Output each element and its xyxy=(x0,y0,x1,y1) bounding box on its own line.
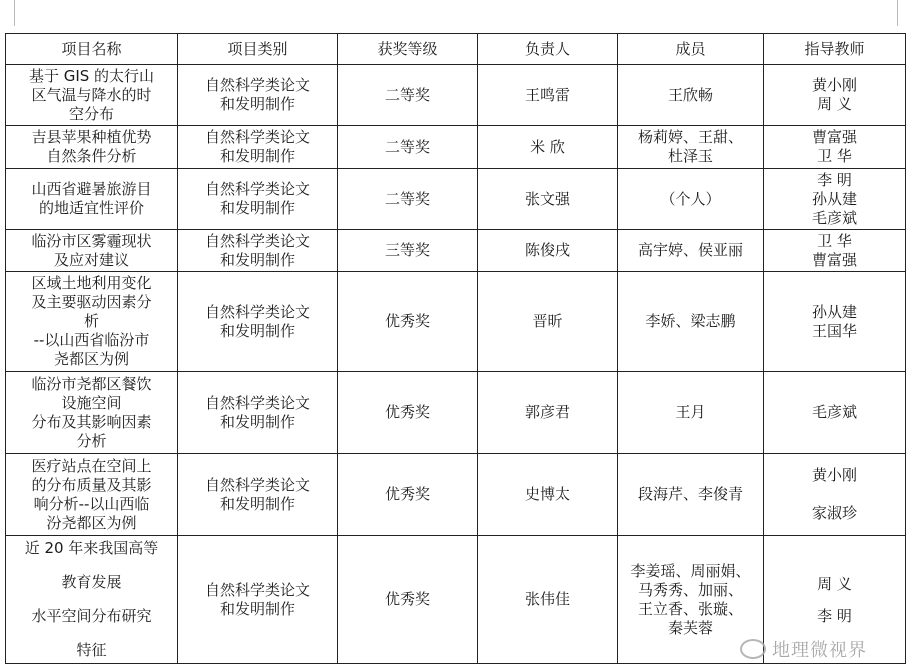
cell-category: 自然科学类论文 和发明制作 xyxy=(178,372,338,454)
table-header-row xyxy=(6,34,906,65)
cell-leader: 米 欣 xyxy=(478,126,618,169)
table-row xyxy=(6,454,906,536)
page-top-strip xyxy=(0,0,909,33)
cell-leader: 郭彦君 xyxy=(478,372,618,454)
cell-category: 自然科学类论文 和发明制作 xyxy=(178,126,338,169)
cell-project-name: 吉县苹果种植优势 自然条件分析 xyxy=(6,126,178,169)
header-project-category: 项目类别 xyxy=(178,34,338,65)
cell-members: 杨莉婷、王甜、 杜泽玉 xyxy=(618,126,764,169)
cell-advisor: 卫 华 曹富强 xyxy=(764,230,906,272)
margin-line-right xyxy=(897,0,898,26)
cell-leader: 晋昕 xyxy=(478,272,618,372)
cell-category: 自然科学类论文 和发明制作 xyxy=(178,230,338,272)
table-row xyxy=(6,372,906,454)
cell-project-name: 临汾市尧都区餐饮 设施空间 分布及其影响因素 分析 xyxy=(6,372,178,454)
cell-leader: 张文强 xyxy=(478,169,618,230)
cell-award-level: 二等奖 xyxy=(338,169,478,230)
cell-members: 段海芹、李俊青 xyxy=(618,454,764,536)
cell-project-name: 临汾市区雾霾现状 及应对建议 xyxy=(6,230,178,272)
cell-award-level: 优秀奖 xyxy=(338,372,478,454)
cell-project-name: 医疗站点在空间上 的分布质量及其影 响分析--以山西临 汾尧都区为例 xyxy=(6,454,178,536)
cell-award-level: 优秀奖 xyxy=(338,536,478,664)
table-row xyxy=(6,126,906,169)
cell-category: 自然科学类论文 和发明制作 xyxy=(178,454,338,536)
cell-members: 李娇、梁志鹏 xyxy=(618,272,764,372)
cell-award-level: 二等奖 xyxy=(338,126,478,169)
cell-project-name: 基于 GIS 的太行山 区气温与降水的时 空分布 xyxy=(6,65,178,126)
cell-advisor: 孙从建 王国华 xyxy=(764,272,906,372)
margin-line-left xyxy=(14,0,15,26)
table-row xyxy=(6,230,906,272)
cell-project-name: 区域土地利用变化 及主要驱动因素分 析 --以山西省临汾市 尧都区为例 xyxy=(6,272,178,372)
cell-award-level: 三等奖 xyxy=(338,230,478,272)
header-leader: 负责人 xyxy=(478,34,618,65)
cell-members: 李姜瑶、周丽娟、 马秀秀、加丽、 王立香、张璇、 秦芙蓉 xyxy=(618,536,764,664)
table-row xyxy=(6,65,906,126)
cell-advisor: 李 明 孙从建 毛彦斌 xyxy=(764,169,906,230)
cell-leader: 陈俊戌 xyxy=(478,230,618,272)
wechat-icon xyxy=(740,639,766,659)
cell-award-level: 优秀奖 xyxy=(338,454,478,536)
cell-advisor: 黄小刚 周 义 xyxy=(764,65,906,126)
watermark-text: 地理微视界 xyxy=(772,639,867,661)
header-award-level: 获奖等级 xyxy=(338,34,478,65)
cell-advisor: 周 义 李 明 xyxy=(764,536,906,664)
cell-leader: 王鸣雷 xyxy=(478,65,618,126)
cell-advisor: 曹富强 卫 华 xyxy=(764,126,906,169)
header-project-name: 项目名称 xyxy=(6,34,178,65)
table-row xyxy=(6,272,906,372)
cell-category: 自然科学类论文 和发明制作 xyxy=(178,536,338,664)
watermark xyxy=(740,636,909,661)
cell-members: 高宇婷、侯亚丽 xyxy=(618,230,764,272)
cell-category: 自然科学类论文 和发明制作 xyxy=(178,272,338,372)
cell-project-name: 近 20 年来我国高等 教育发展 水平空间分布研究 特征 xyxy=(6,536,178,664)
cell-category: 自然科学类论文 和发明制作 xyxy=(178,65,338,126)
cell-category: 自然科学类论文 和发明制作 xyxy=(178,169,338,230)
cell-members: 王月 xyxy=(618,372,764,454)
header-advisor: 指导教师 xyxy=(764,34,906,65)
cell-award-level: 二等奖 xyxy=(338,65,478,126)
cell-members: 王欣畅 xyxy=(618,65,764,126)
cell-award-level: 优秀奖 xyxy=(338,272,478,372)
header-members: 成员 xyxy=(618,34,764,65)
cell-advisor: 毛彦斌 xyxy=(764,372,906,454)
table-row xyxy=(6,169,906,230)
cell-project-name: 山西省避暑旅游目 的地适宜性评价 xyxy=(6,169,178,230)
awards-table xyxy=(5,33,906,664)
cell-advisor: 黄小刚 家淑珍 xyxy=(764,454,906,536)
cell-leader: 张伟佳 xyxy=(478,536,618,664)
cell-members: （个人） xyxy=(618,169,764,230)
cell-leader: 史博太 xyxy=(478,454,618,536)
